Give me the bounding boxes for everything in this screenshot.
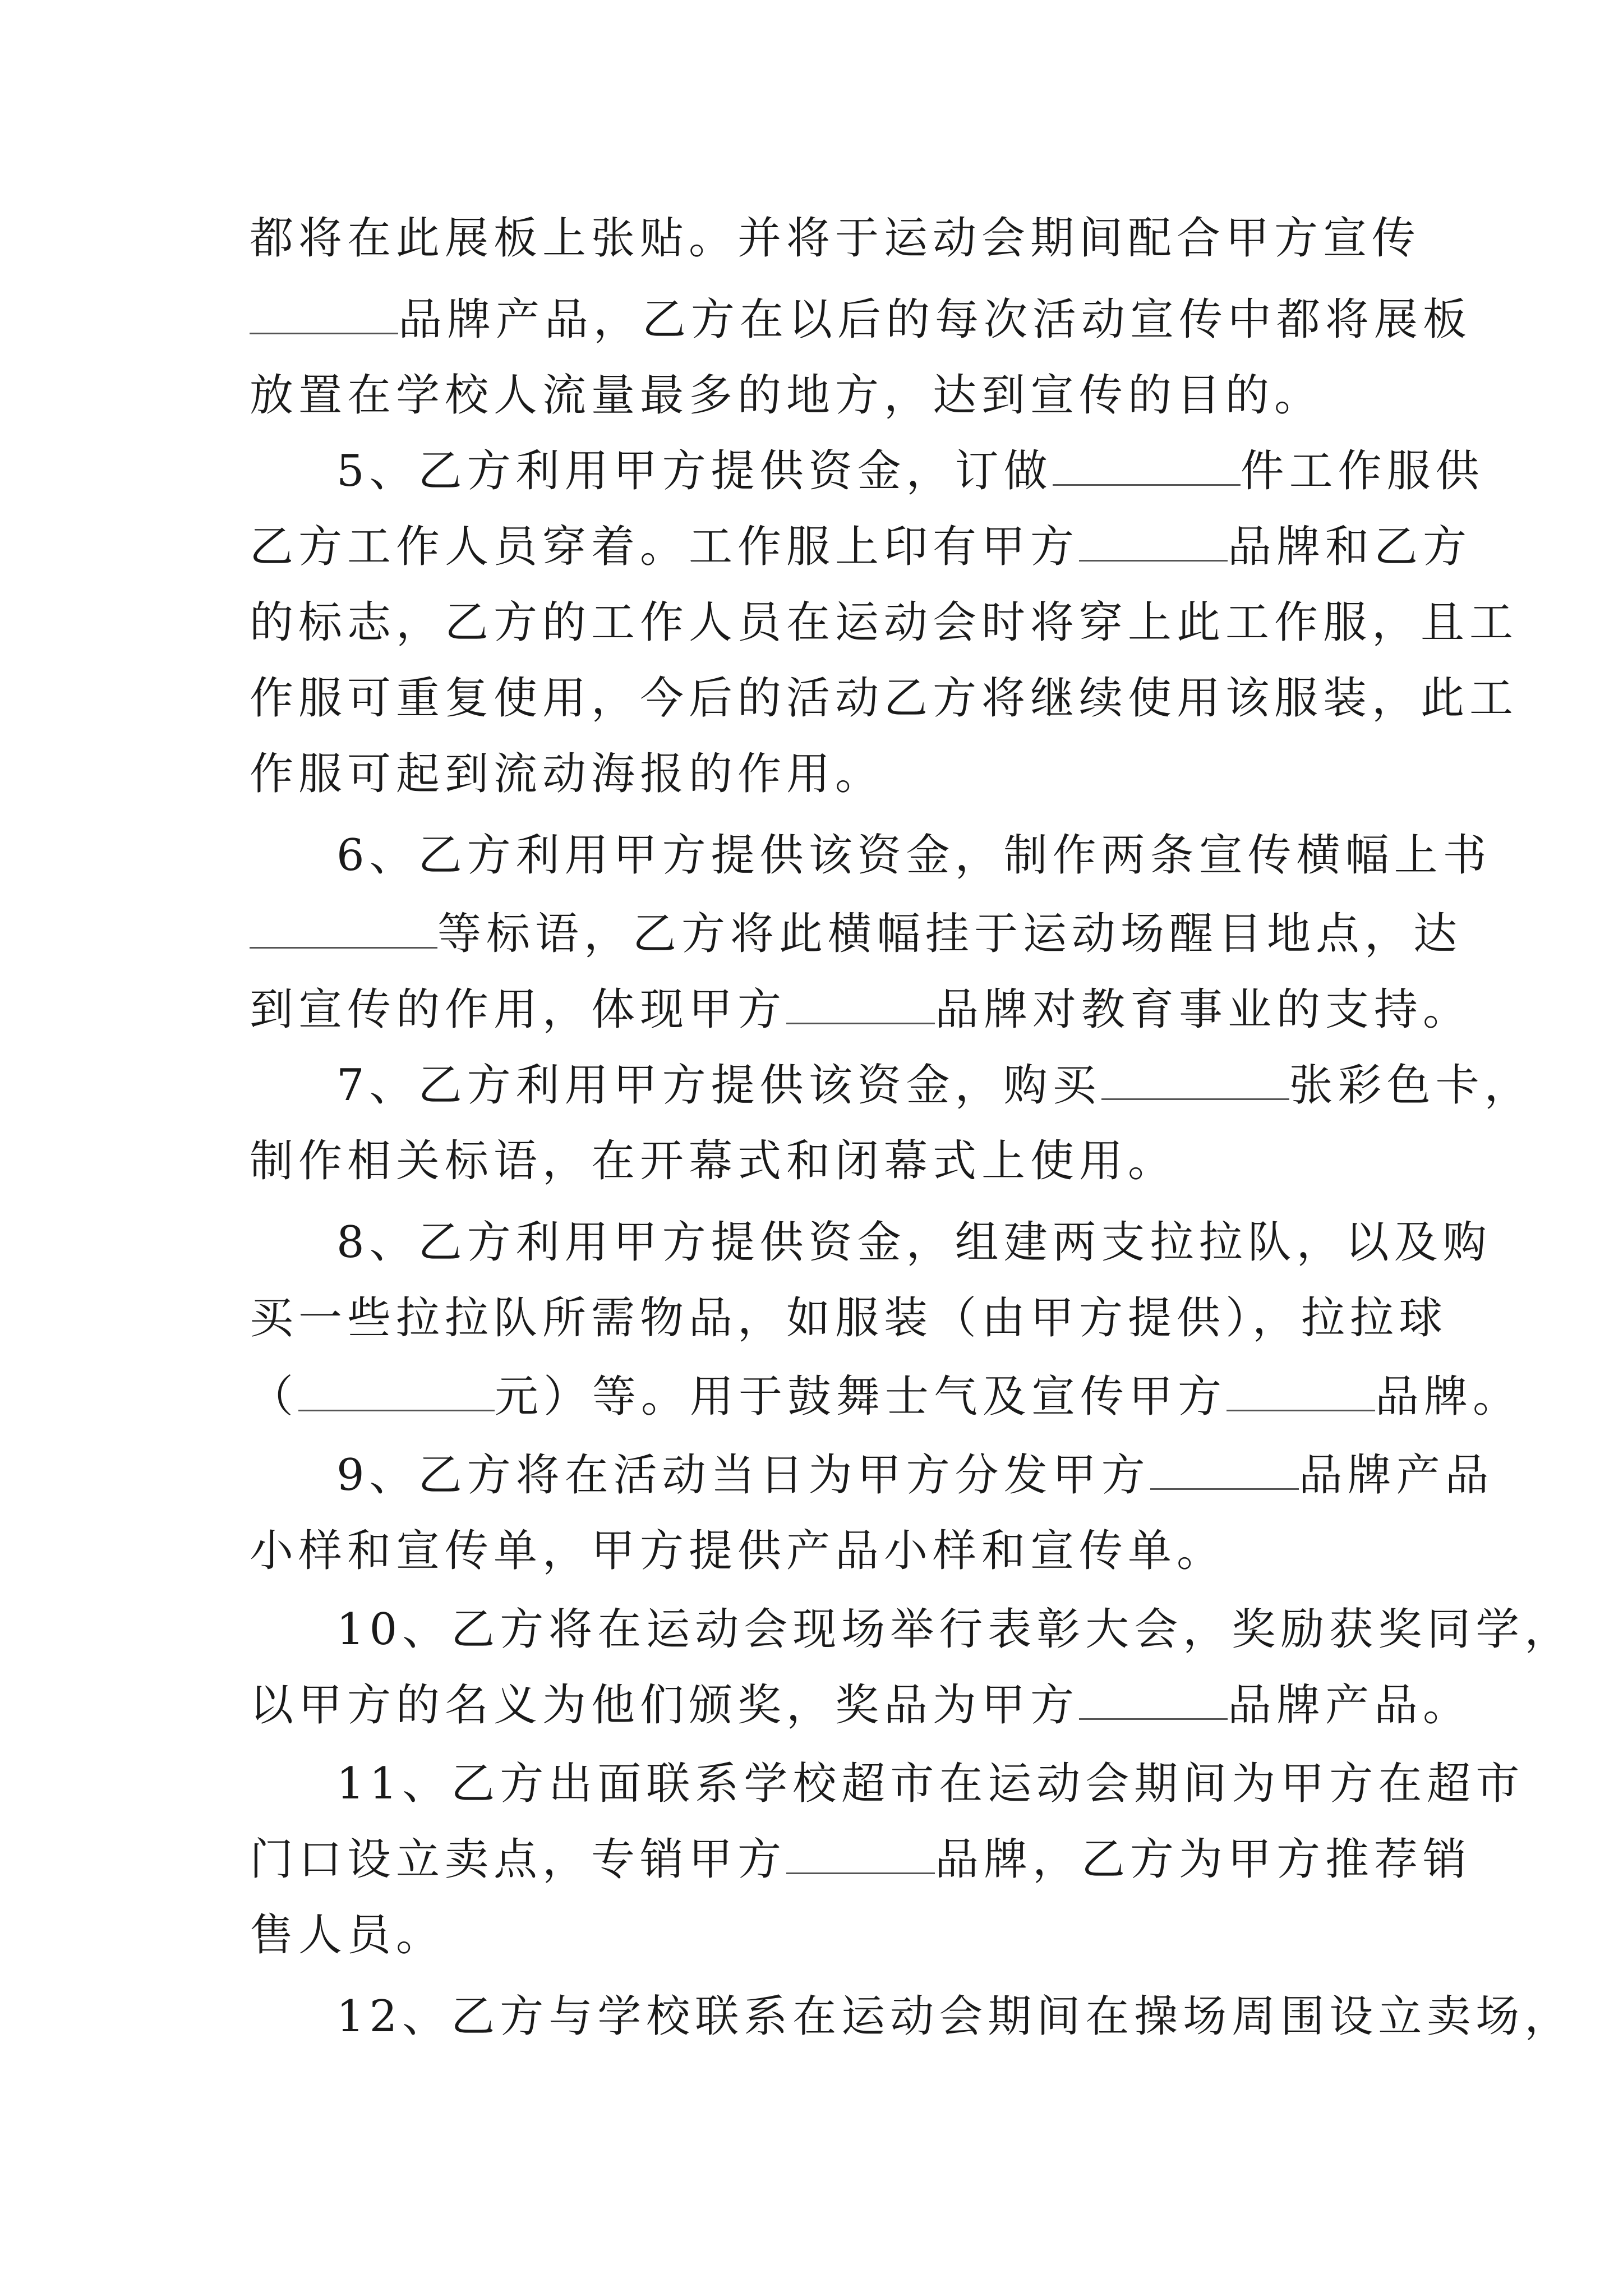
text-run: 12、乙方与学校联系在运动会期间在操场周围设立卖场， [336,1991,1574,2042]
text-run: 7、乙方利用甲方提供该资金，购买 [336,1060,1101,1111]
text-run: 品牌产品，乙方在以后的每次活动宣传中都将展板 [398,295,1472,345]
text-run: 6、乙方利用甲方提供该资金，制作两条宣传横幅上书 [336,830,1492,881]
text-line [250,1279,1448,1358]
text-run: 小样和宣传单，甲方提供产品小样和宣传单。 [250,1526,1226,1576]
text-line [250,199,1421,278]
text-run: 制作相关标语，在开幕式和闭幕式上使用。 [250,1136,1177,1186]
text-line [250,1358,1522,1436]
text-run: 11、乙方出面联系学校超市在运动会期间为甲方在超市 [336,1759,1525,1809]
text-line [250,735,1388,813]
text-run: 9、乙方将在活动当日为甲方分发甲方 [336,1450,1150,1501]
text-line [336,432,1484,510]
text-run: 以甲方的名义为他们颁奖，奖品为甲方 [250,1680,1080,1731]
text-run: 5、乙方利用甲方提供资金，订做 [336,446,1053,496]
text-line [250,508,1472,586]
fill-blank [1101,1061,1289,1100]
text-line [336,1745,1525,1823]
fill-blank [1079,523,1228,562]
text-line [336,816,1492,895]
fill-blank [1053,447,1241,486]
text-run: 都将在此展板上张贴。并将于运动会期间配合甲方宣传 [250,213,1421,264]
text-line [336,1436,1494,1515]
text-run: 品牌对教育事业的支持。 [935,984,1472,1035]
text-run: 品牌产品。 [1228,1680,1472,1731]
text-run: 作服可起到流动海报的作用。 [250,749,884,799]
text-run: 买一些拉拉队所需物品，如服装（由甲方提供），拉拉球 [250,1293,1448,1343]
text-run: 件工作服供 [1240,446,1484,496]
fill-blank [1079,1681,1228,1720]
text-line [250,1122,1388,1200]
text-run: 的标志，乙方的工作人员在运动会时将穿上此工作服，且工 [250,597,1519,648]
text-run: 品牌，乙方为甲方推荐销 [935,1834,1472,1885]
text-line [336,1046,1533,1125]
text-line [250,1896,1388,1975]
fill-blank [1227,1373,1375,1411]
text-run: 元）等。用于鼓舞士气及宣传甲方 [495,1372,1227,1422]
text-run: 作服可重复使用，今后的活动乙方将继续使用该服装，此工 [250,673,1519,724]
text-run: 门口设立卖点，专销甲方 [250,1834,787,1885]
text-line [250,583,1519,662]
text-run: （ [250,1372,299,1422]
text-run: 乙方工作人员穿着。工作服上印有甲方 [250,522,1080,572]
text-line [250,1820,1472,1899]
text-run: 售人员。 [250,1910,445,1961]
text-run: 放置在学校人流量最多的地方，达到宣传的目的。 [250,370,1324,421]
fill-blank [250,296,398,334]
fill-blank [786,986,935,1024]
text-line [336,1203,1492,1282]
text-run: 到宣传的作用，体现甲方 [250,984,787,1035]
text-run: 等标语，乙方将此横幅挂于运动场醒目地点，达 [437,909,1463,959]
fill-blank [250,910,437,949]
text-run: 品牌和乙方 [1228,522,1472,572]
text-line [250,970,1472,1049]
fill-blank [298,1373,495,1411]
text-run: 10、乙方将在运动会现场举行表彰大会，奖励获奖同学， [336,1604,1574,1655]
text-run: 张彩色卡， [1289,1060,1533,1111]
text-line [336,1977,1574,2056]
text-line [250,659,1519,738]
fill-blank [1150,1451,1299,1490]
text-run: 品牌产品 [1298,1450,1494,1501]
text-line [250,356,1388,435]
text-line [250,895,1463,973]
text-run: 品牌。 [1375,1372,1522,1422]
text-line [250,1666,1472,1745]
text-line [336,1590,1574,1669]
text-line [250,280,1472,359]
text-run: 8、乙方利用甲方提供资金，组建两支拉拉队，以及购 [336,1217,1492,1268]
fill-blank [786,1835,935,1874]
text-line [250,1512,1388,1590]
